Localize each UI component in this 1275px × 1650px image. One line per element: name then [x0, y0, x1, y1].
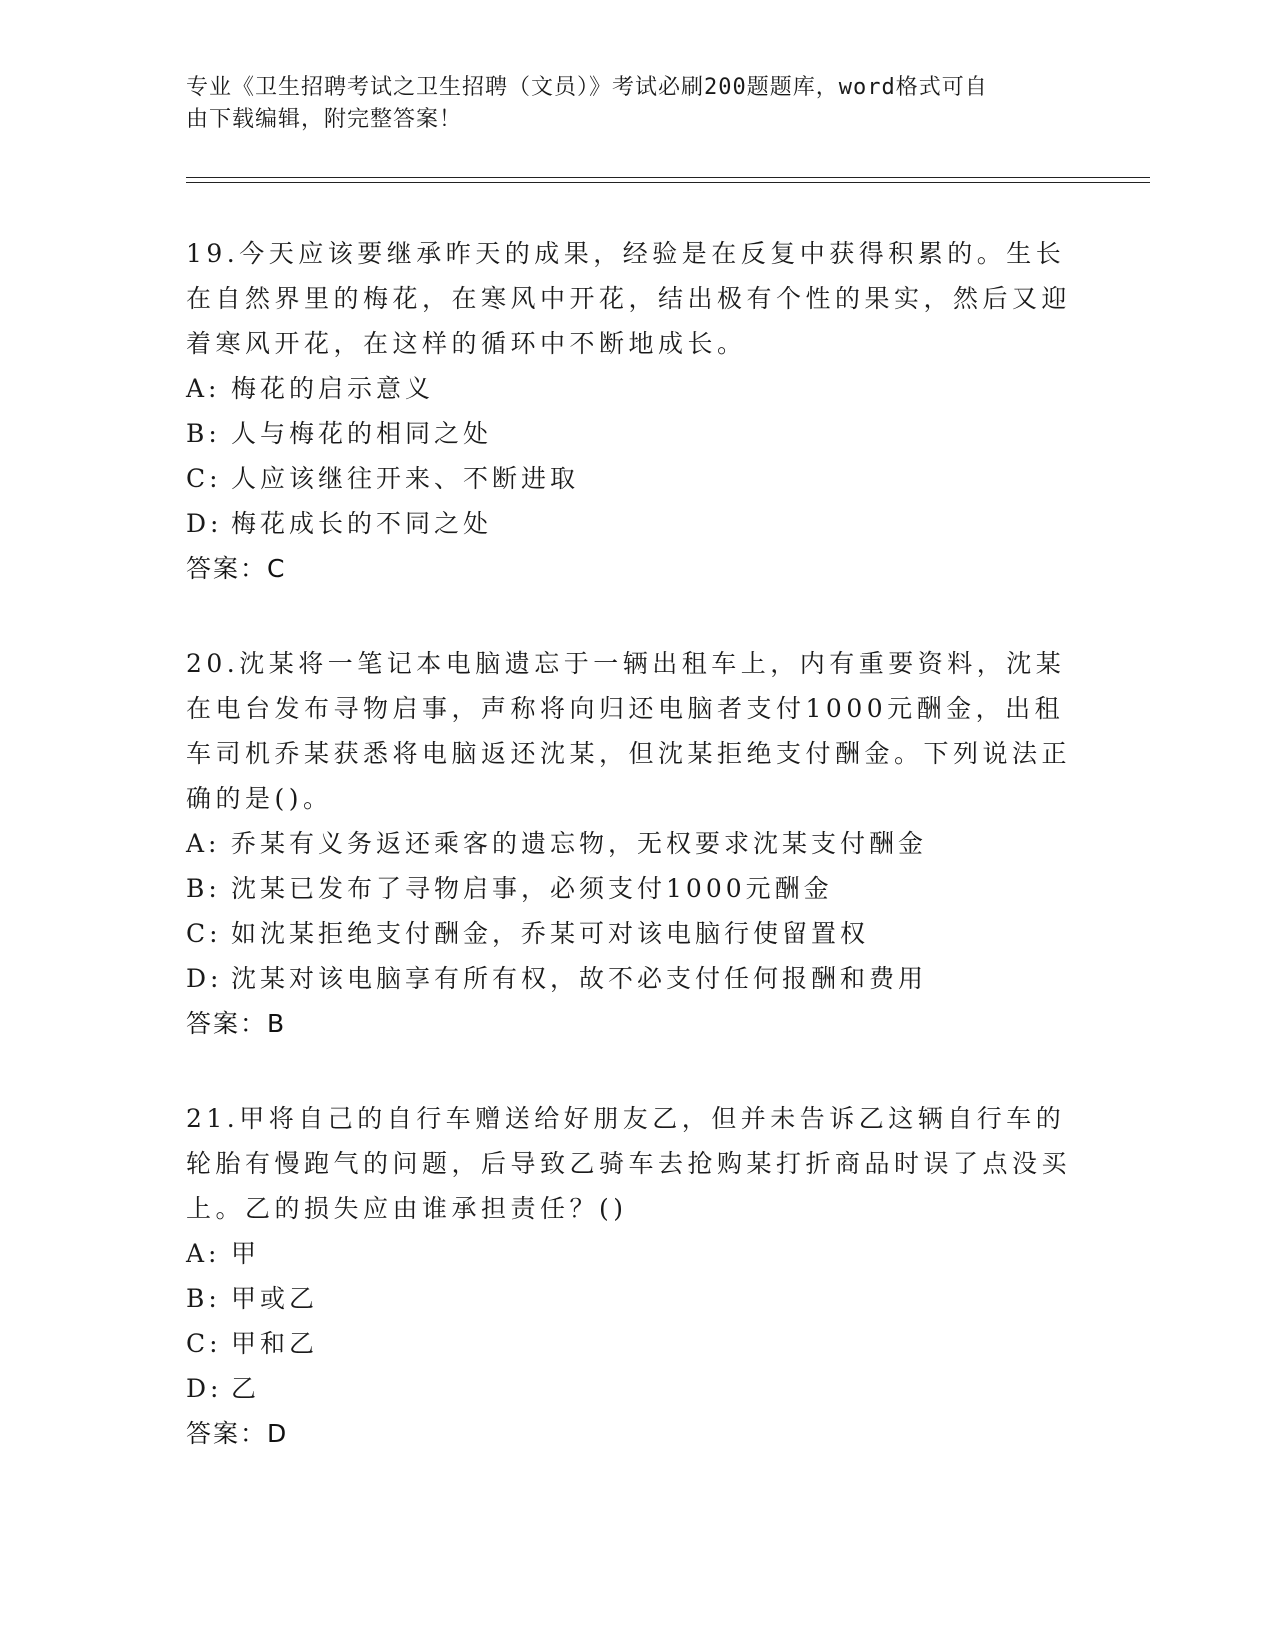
- option-c: [186, 456, 1076, 501]
- option-letter: A:: [186, 374, 221, 403]
- option-letter: B:: [186, 1284, 221, 1313]
- option-text: 甲和乙: [231, 1329, 319, 1358]
- option-d: [186, 501, 1076, 546]
- option-letter: D:: [186, 1374, 223, 1403]
- option-letter: B:: [186, 419, 221, 448]
- option-letter: D:: [186, 509, 223, 538]
- option-c: [186, 1321, 1076, 1366]
- option-c: [186, 911, 1076, 956]
- option-letter: C:: [186, 919, 222, 948]
- header-divider-top: [186, 177, 1150, 178]
- option-a: [186, 1231, 1076, 1276]
- option-letter: C:: [186, 464, 222, 493]
- option-d: [186, 956, 1076, 1001]
- option-b: [186, 1276, 1076, 1321]
- question-19: [186, 231, 1076, 591]
- option-list: [186, 1231, 1076, 1411]
- document-header: [186, 72, 1066, 136]
- option-a: [186, 821, 1076, 866]
- option-text: 人与梅花的相同之处: [231, 419, 493, 448]
- option-text: 沈某已发布了寻物启事，必须支付1000元酬金: [231, 874, 833, 903]
- option-text: 甲或乙: [231, 1284, 319, 1313]
- question-stem: 21.甲将自己的自行车赠送给好朋友乙，但并未告诉乙这辆自行车的轮胎有慢跑气的问题，后导致乙骑车去抢购某打折商品时误了点没买上。乙的损失应由谁承担责任？(): [186, 1104, 1072, 1223]
- option-letter: D:: [186, 964, 223, 993]
- question-stem: 19.今天应该要继承昨天的成果，经验是在反复中获得积累的。生长在自然界里的梅花，在寒风中开花，结出极有个性的果实，然后又迎着寒风开花，在这样的循环中不断地成长。: [186, 239, 1072, 358]
- option-text: 梅花的启示意义: [231, 374, 435, 403]
- answer-line: 答案：B: [186, 1009, 287, 1038]
- option-d: [186, 1366, 1076, 1411]
- option-text: 甲: [231, 1239, 261, 1268]
- option-text: 人应该继往开来、不断进取: [231, 464, 580, 493]
- question-stem: 20.沈某将一笔记本电脑遗忘于一辆出租车上，内有重要资料，沈某在电台发布寻物启事，声称将向归还电脑者支付1000元酬金，出租车司机乔某获悉将电脑返还沈某，但沈某拒绝支付酬金。下列说法正确的是()。: [186, 649, 1072, 813]
- option-letter: A:: [186, 1239, 221, 1268]
- option-letter: B:: [186, 874, 221, 903]
- question-21: [186, 1096, 1076, 1456]
- option-letter: C:: [186, 1329, 222, 1358]
- option-list: [186, 366, 1076, 546]
- option-b: [186, 411, 1076, 456]
- header-line-1: 专业《卫生招聘考试之卫生招聘（文员）》考试必刷200题题库，word格式可自: [186, 75, 988, 100]
- option-text: 梅花成长的不同之处: [231, 509, 493, 538]
- option-b: [186, 866, 1076, 911]
- option-a: [186, 366, 1076, 411]
- option-letter: A:: [186, 829, 221, 858]
- option-text: 乙: [231, 1374, 261, 1403]
- option-text: 如沈某拒绝支付酬金，乔某可对该电脑行使留置权: [231, 919, 870, 948]
- question-20: [186, 641, 1076, 1046]
- answer-line: 答案：D: [186, 1419, 289, 1448]
- option-list: [186, 821, 1076, 1001]
- header-divider-bottom: [186, 182, 1150, 183]
- answer-line: 答案：C: [186, 554, 287, 583]
- option-text: 沈某对该电脑享有所有权，故不必支付任何报酬和费用: [231, 964, 928, 993]
- option-text: 乔某有义务返还乘客的遗忘物，无权要求沈某支付酬金: [231, 829, 928, 858]
- header-line-2: 由下载编辑，附完整答案！: [186, 107, 463, 132]
